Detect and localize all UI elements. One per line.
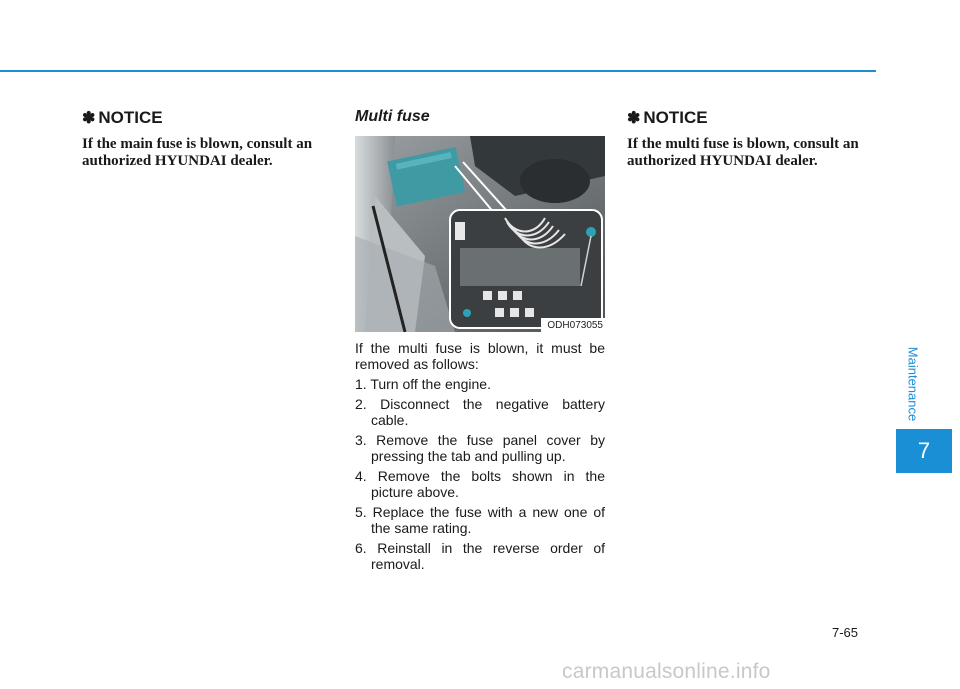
section-title: Multi fuse (355, 108, 430, 125)
list-item: 4. Remove the bolts shown in the picture above. (355, 468, 605, 500)
photo-code: ODH073055 (541, 318, 605, 332)
watermark: carmanualsonline.info (562, 660, 771, 683)
right-column (627, 108, 877, 170)
page-number: 7-65 (832, 625, 859, 640)
list-item: 2. Disconnect the negative battery cable. (355, 396, 605, 428)
left-column (82, 108, 332, 170)
list-item: 3. Remove the fuse panel cover by pressing the tab and pulling up. (355, 432, 605, 464)
notice-body: If the main fuse is blown, consult an authorized HYUNDAI dealer. (82, 136, 313, 169)
notice-heading (82, 108, 332, 128)
notice-body: If the multi fuse is blown, consult an authorized HYUNDAI dealer. (627, 136, 859, 169)
chapter-tab-text: Maintenance (905, 346, 921, 422)
engine-bay-illustration (355, 136, 605, 332)
list-item: 1. Turn off the engine. (355, 376, 491, 392)
notice-star-icon: ✽ (627, 110, 641, 127)
notice-title: NOTICE (98, 108, 163, 127)
list-item: 6. Reinstall in the reverse order of removal. (355, 540, 605, 572)
steps-list (355, 376, 605, 572)
notice-heading (627, 108, 877, 128)
header-rule (0, 70, 876, 72)
chapter-tab-label[interactable] (903, 342, 923, 426)
notice-star-icon: ✽ (82, 110, 96, 127)
intro-text: If the multi fuse is blown, it must be removed as follows: (355, 340, 605, 372)
engine-bay-photo (355, 136, 605, 332)
middle-column (355, 108, 605, 572)
list-item: 5. Replace the fuse with a new one of the same rating. (355, 504, 605, 536)
notice-title: NOTICE (643, 108, 708, 127)
chapter-number-tab[interactable]: 7 (896, 429, 952, 473)
